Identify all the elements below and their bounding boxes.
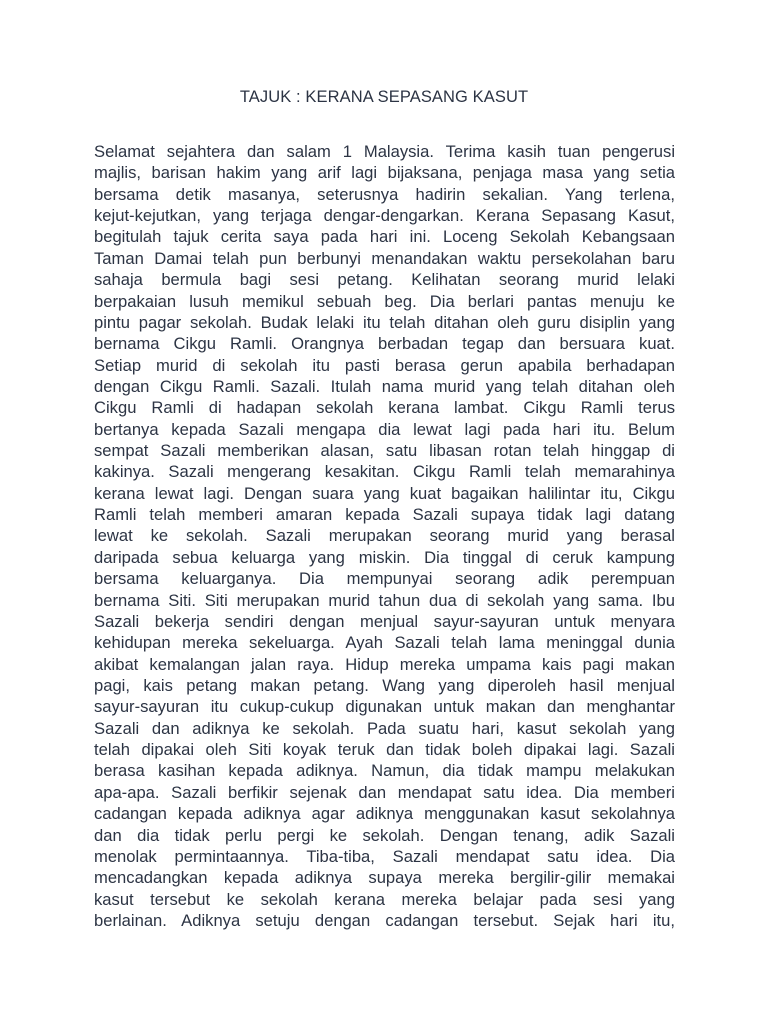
body-line: bersama detik masanya, seterusnya hadirin sekalian. Yang terlena, xyxy=(94,184,675,204)
body-line: Taman Damai telah pun berbunyi menandakan waktu persekolahan baru xyxy=(94,248,675,268)
body-line: Sazali bekerja sendiri dengan menjual sayur-sayuran untuk menyara xyxy=(94,611,675,631)
body-line: akibat kemalangan jalan raya. Hidup mereka umpama kais pagi makan xyxy=(94,654,675,674)
body-line: bernama Siti. Siti merupakan murid tahun dua di sekolah yang sama. Ibu xyxy=(94,590,675,610)
body-line: menolak permintaannya. Tiba-tiba, Sazali mendapat satu idea. Dia xyxy=(94,846,675,866)
body-line: cadangan kepada adiknya agar adiknya menggunakan kasut sekolahnya xyxy=(94,804,675,824)
body-line: majlis, barisan hakim yang arif lagi bijaksana, penjaga masa yang setia xyxy=(94,163,675,183)
body-line: kerana lewat lagi. Dengan suara yang kuat bagaikan halilintar itu, Cikgu xyxy=(94,483,675,503)
body-line: Cikgu Ramli di hadapan sekolah kerana lambat. Cikgu Ramli terus xyxy=(94,398,675,418)
body-line: Sazali dan adiknya ke sekolah. Pada suatu hari, kasut sekolah yang xyxy=(94,718,675,738)
body-line: berpakaian lusuh memikul sebuah beg. Dia berlari pantas menuju ke xyxy=(94,291,675,311)
body-line: daripada sebua keluarga yang miskin. Dia tinggal di ceruk kampung xyxy=(94,547,675,567)
body-line: Ramli telah memberi amaran kepada Sazali supaya tidak lagi datang xyxy=(94,505,675,525)
body-line: dengan Cikgu Ramli. Sazali. Itulah nama murid yang telah ditahan oleh xyxy=(94,376,675,396)
body-line: Setiap murid di sekolah itu pasti berasa gerun apabila berhadapan xyxy=(94,355,675,375)
body-line: berasa kasihan kepada adiknya. Namun, dia tidak mampu melakukan xyxy=(94,761,675,781)
body-line: sempat Sazali memberikan alasan, satu libasan rotan telah hinggap di xyxy=(94,441,675,461)
body-line: kehidupan mereka sekeluarga. Ayah Sazali telah lama meninggal dunia xyxy=(94,633,675,653)
body-line: berlainan. Adiknya setuju dengan cadangan tersebut. Sejak hari itu, xyxy=(94,910,675,930)
document-body xyxy=(94,141,675,931)
body-line: mencadangkan kepada adiknya supaya mereka bergilir-gilir memakai xyxy=(94,868,675,888)
body-line: bernama Cikgu Ramli. Orangnya berbadan tegap dan bersuara kuat. xyxy=(94,334,675,354)
body-line: kasut tersebut ke sekolah kerana mereka belajar pada sesi yang xyxy=(94,889,675,909)
body-line: sayur-sayuran itu cukup-cukup digunakan untuk makan dan menghantar xyxy=(94,697,675,717)
document-title: TAJUK : KERANA SEPASANG KASUT xyxy=(239,88,529,106)
body-line: pagi, kais petang makan petang. Wang yang diperoleh hasil menjual xyxy=(94,675,675,695)
body-line: kakinya. Sazali mengerang kesakitan. Cikgu Ramli telah memarahinya xyxy=(94,462,675,482)
body-line: lewat ke sekolah. Sazali merupakan seorang murid yang berasal xyxy=(94,526,675,546)
body-line: pintu pagar sekolah. Budak lelaki itu telah ditahan oleh guru disiplin yang xyxy=(94,312,675,332)
body-line: begitulah tajuk cerita saya pada hari ini. Loceng Sekolah Kebangsaan xyxy=(94,227,675,247)
body-line: dan dia tidak perlu pergi ke sekolah. Dengan tenang, adik Sazali xyxy=(94,825,675,845)
body-line: Selamat sejahtera dan salam 1 Malaysia. Terima kasih tuan pengerusi xyxy=(94,142,675,161)
body-line: bertanya kepada Sazali mengapa dia lewat lagi pada hari itu. Belum xyxy=(94,419,675,439)
body-line: sahaja bermula bagi sesi petang. Kelihatan seorang murid lelaki xyxy=(94,270,675,290)
body-line: bersama keluarganya. Dia mempunyai seorang adik perempuan xyxy=(94,569,675,589)
body-line: apa-apa. Sazali berfikir sejenak dan mendapat satu idea. Dia memberi xyxy=(94,782,675,802)
body-line: telah dipakai oleh Siti koyak teruk dan tidak boleh dipakai lagi. Sazali xyxy=(94,740,675,760)
body-line: kejut-kejutkan, yang terjaga dengar-dengarkan. Kerana Sepasang Kasut, xyxy=(94,206,675,226)
